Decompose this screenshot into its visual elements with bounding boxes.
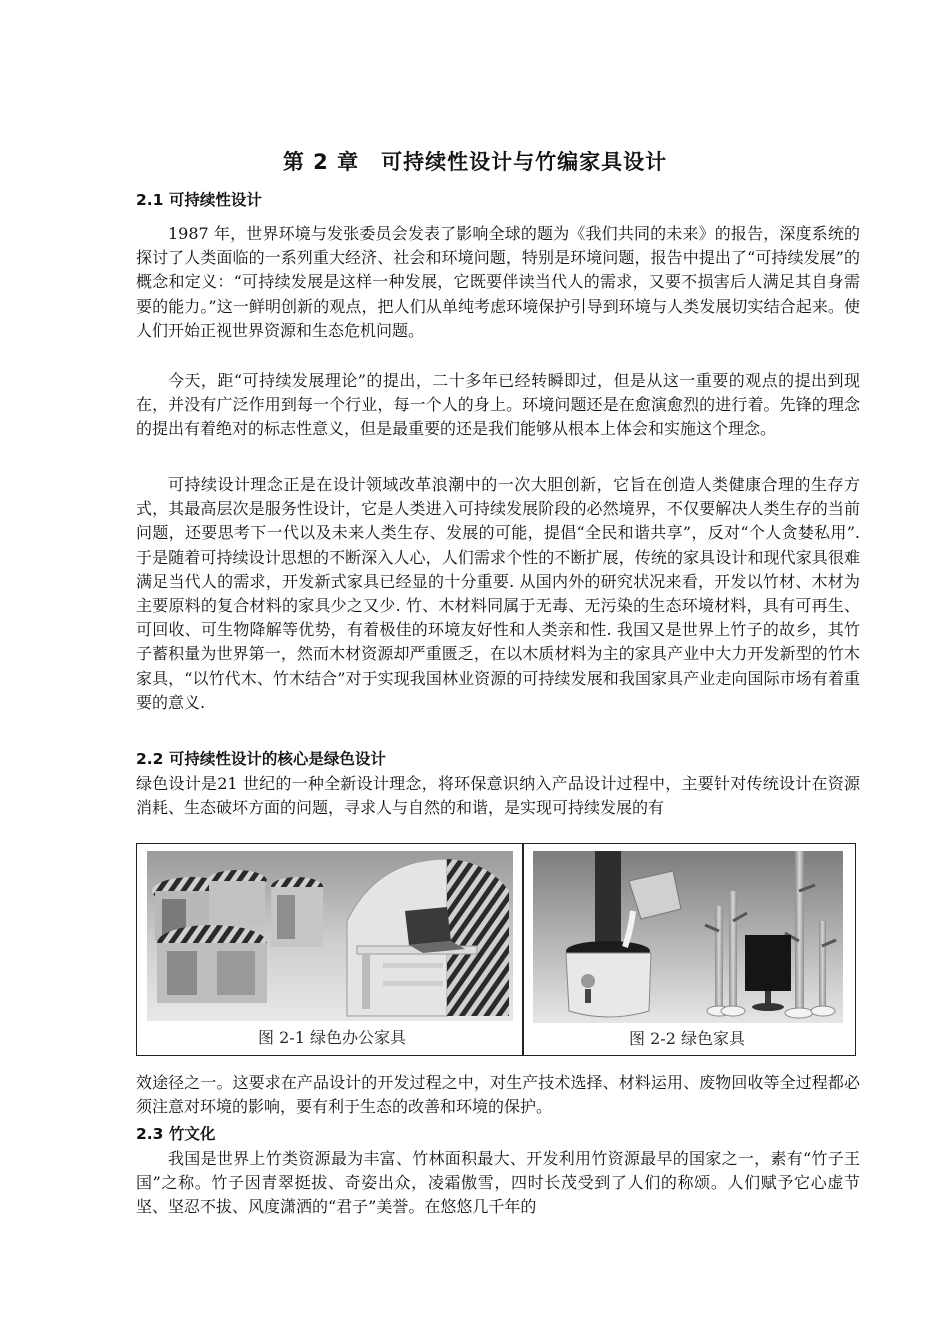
- chapter-title: 第 2 章 可持续性设计与竹编家具设计: [282, 150, 668, 174]
- section-heading-2-3: 2.3 竹文化: [136, 1125, 216, 1143]
- section-heading-2-1: 2.1 可持续性设计: [136, 191, 262, 209]
- office-furniture-illustration: [147, 851, 513, 1021]
- paragraph-5: 效途径之一。这要求在产品设计的开发过程之中，对生产技术选择、材料运用、废物回收等全过程都必须注意对环境的影响，要有利于生态的改善和环境的保护。: [136, 1073, 860, 1117]
- paragraph-2: 今天，距“可持续发展理论”的提出，二十多年已经转瞬即过，但是从这一重要的观点的提出到现在，并没有广泛作用到每一个行业，每一个人的身上。环境问题还是在愈演愈烈的进行着。先锋的理念的提出有着绝对的标志性意义，但是最重要的还是我们能够从根本上体会和实施这个理念。: [136, 371, 860, 439]
- green-furniture-illustration: [533, 851, 843, 1023]
- figure-box: [136, 843, 856, 1056]
- figure-green-furniture-image: [533, 851, 843, 1023]
- section-heading-2-2: 2.2 可持续性设计的核心是绿色设计: [136, 750, 386, 768]
- paragraph-1: 1987 年，世界环境与发张委员会发表了影响全球的题为《我们共同的未来》的报告，深度系统的探讨了人类面临的一系列重大经济、社会和环境问题，特别是环境问题，报告中提出了“可持续发展”的概念和定义：“可持续发展是这样一种发展，它既要伴读当代人的需求，又要不损害后人满足其自身需要的能力。”这一鲜明创新的观点，把人们从单纯考虑环境保护引导到环境与人类发展切实结合起来。使人们开始正视世界资源和生态危机问题。: [136, 224, 860, 340]
- paragraph-3: 可持续设计理念正是在设计领域改革浪潮中的一次大胆创新，它旨在创造人类健康合理的生存方式，其最高层次是服务性设计，它是人类进入可持续发展阶段的必然境界，不仅要解决人类生存的当前问题，还要思考下一代以及未来人类生存、发展的可能，提倡“全民和谐共享”，反对“个人贪婪私用”. 于是随着可持续设计思想的不断深入人心，人们需求个性的不断扩展，传统的家具设计和现代家具很难满足当代人的需求，开发新式家具已经显的十分重要. 从国内外的研究状况来看，开发以竹材、木材为主要原料的复合材料的家具少之又少. 竹、木材料同属于无毒、无污染的生态环境材料，具有可再生、可回收、可生物降解等优势，有着极佳的环境友好性和人类亲和性. 我国又是世界上竹子的故乡，其竹子蓄积量为世界第一，然而木材资源却严重匮乏，在以木质材料为主的家具产业中大力开发新型的竹木家具，“以竹代木、竹木结合”对于实现我国林业资源的可持续发展和我国家具产业走向国际市场有着重要的意义.: [136, 475, 860, 712]
- figure-office-furniture-image: [147, 851, 513, 1021]
- paragraph-6: 我国是世界上竹类资源最为丰富、竹林面积最大、开发利用竹资源最早的国家之一，素有“竹子王国”之称。竹子因青翠挺拔、奇姿出众，凌霜傲雪，四时长茂受到了人们的称颂。人们赋予它心虚节坚、坚忍不拔、风度潇洒的“君子”美誉。在悠悠几千年的: [136, 1149, 860, 1217]
- figure-2-2-caption: 图 2-2 绿色家具: [629, 1029, 745, 1048]
- paragraph-4: 绿色设计是21 世纪的一种全新设计理念，将环保意识纳入产品设计过程中，主要针对传统设计在资源消耗、生态破坏方面的问题，寻求人与自然的和谐，是实现可持续发展的有: [136, 774, 860, 818]
- figure-2-1-caption: 图 2-1 绿色办公家具: [258, 1028, 406, 1047]
- figure-divider: [522, 844, 524, 1055]
